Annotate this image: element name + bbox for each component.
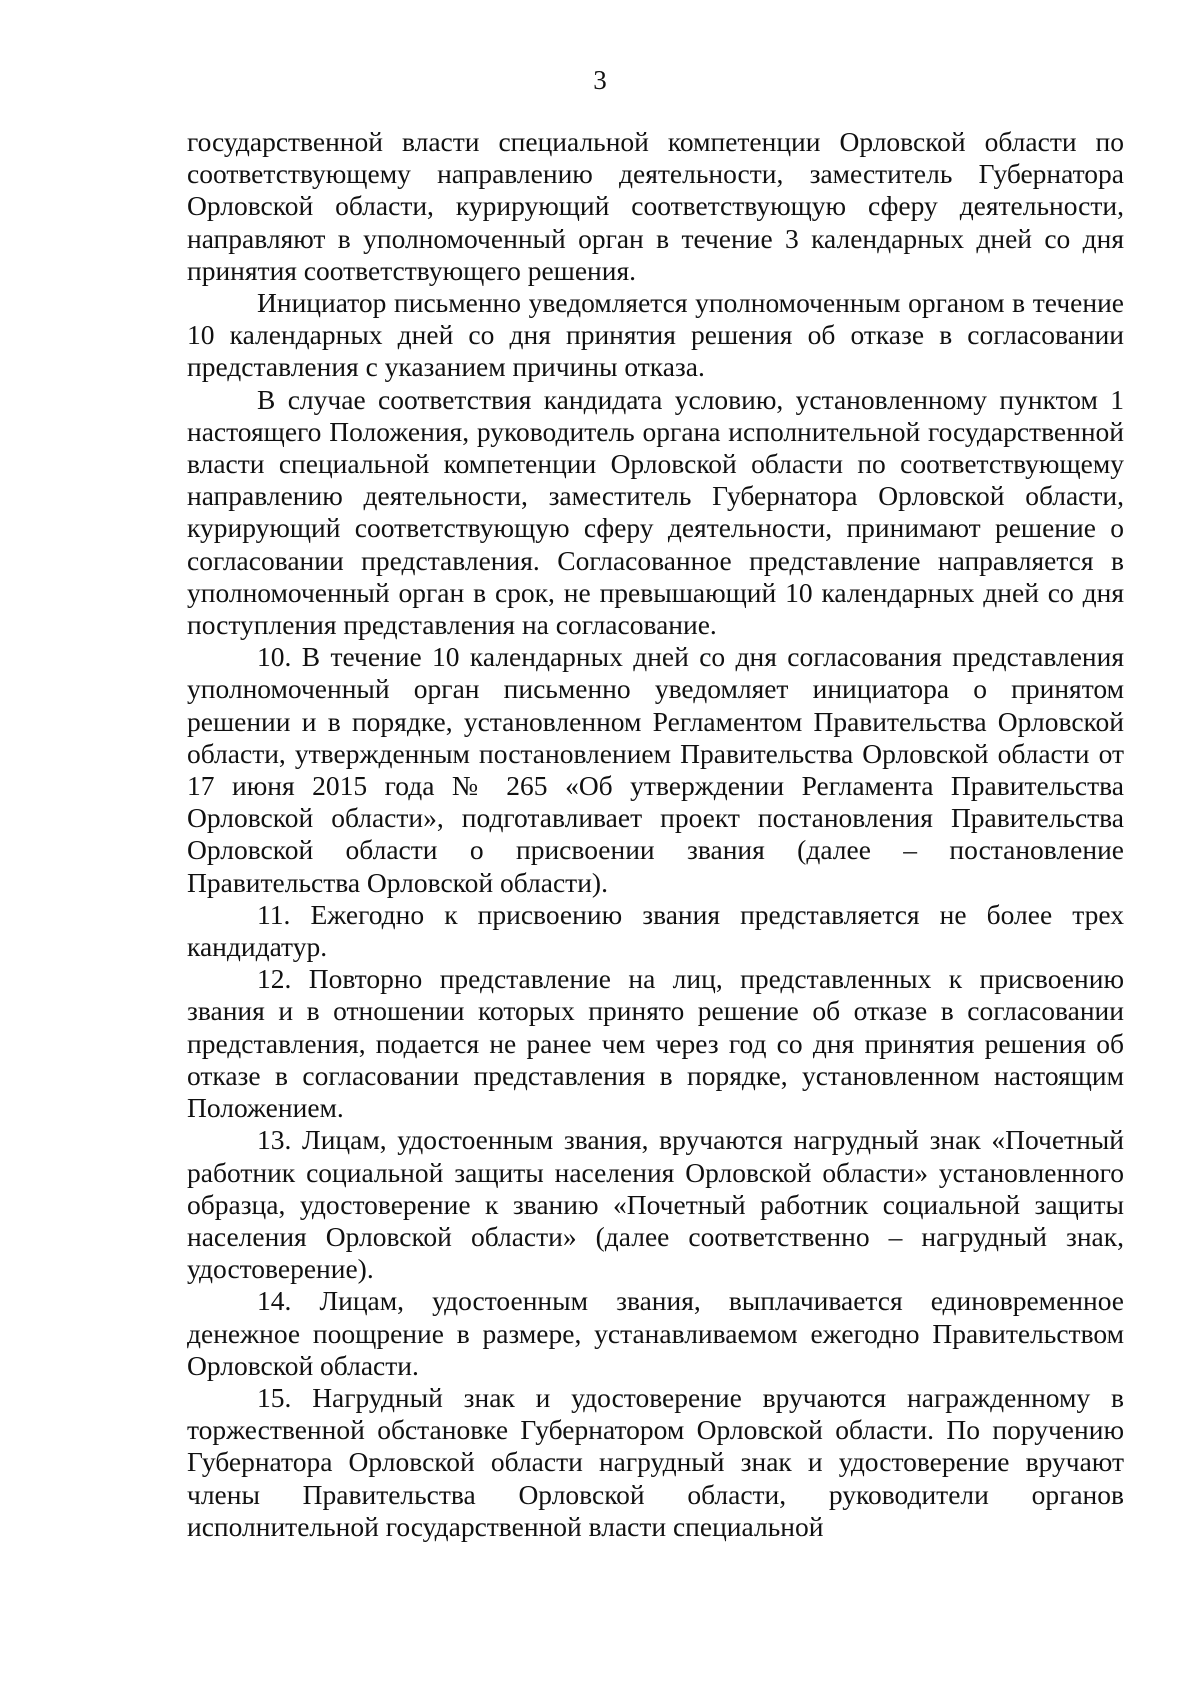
paragraph-item-13: 13. Лицам, удостоенным звания, вручаются нагрудный знак «Почетный работник социальной защиты населения Орловской области» установленного образца, удостоверение к званию «Почетный работник социальной защиты населения Орловской области» (далее соответственно – нагрудный знак, удостоверение).: [187, 1124, 1124, 1285]
page-number: 3: [593, 65, 607, 95]
paragraph-item-12: 12. Повторно представление на лиц, представленных к присвоению звания и в отношении которых принято решение об отказе в согласовании представления, подается не ранее чем через год со дня принятия решения об отказе в согласовании представления в порядке, установленном настоящим Положением.: [187, 963, 1124, 1124]
paragraph-candidate-approval: В случае соответствия кандидата условию, установленному пунктом 1 настоящего Положения, руководитель органа исполнительной государственной власти специальной компетенции Орловской области по соответствующему направлению деятельности, заместитель Губернатора Орловской области, курирующий соответствующую сферу деятельности, принимают решение о согласовании представления. Согласованное представление направляется в уполномоченный орган в срок, не превышающий 10 календарных дней со дня поступления представления на согласование.: [187, 383, 1124, 641]
paragraph-item-14: 14. Лицам, удостоенным звания, выплачивается единовременное денежное поощрение в размере, устанавливаемом ежегодно Правительством Орловской области.: [187, 1285, 1124, 1381]
paragraph-continuation: государственной власти специальной компетенции Орловской области по соответствующему направлению деятельности, заместитель Губернатора Орловской области, курирующий соответствующую сферу деятельности, направляют в уполномоченный орган в течение 3 календарных дней со дня принятия соответствующего решения.: [187, 126, 1124, 286]
document-body: [187, 126, 1124, 1543]
paragraph-item-10: 10. В течение 10 календарных дней со дня согласования представления уполномоченный орган письменно уведомляет инициатора о принятом решении и в порядке, установленном Регламентом Правительства Орловской области, утвержденным постановлением Правительства Орловской области от 17 июня 2015 года № 265 «Об утверждении Регламента Правительства Орловской области», подготавливает проект постановления Правительства Орловской области о присвоении звания (далее – постановление Правительства Орловской области).: [187, 641, 1124, 898]
paragraph-item-15: 15. Нагрудный знак и удостоверение вручаются награжденному в торжественной обстановке Губернатором Орловской области. По поручению Губернатора Орловской области нагрудный знак и удостоверение вручают члены Правительства Орловской области, руководители органов исполнительной государственной власти специальной: [187, 1381, 1124, 1542]
paragraph-initiator-notice: Инициатор письменно уведомляется уполномоченным органом в течение 10 календарных дней со дня принятия решения об отказе в согласовании представления с указанием причины отказа.: [187, 287, 1124, 383]
paragraph-item-11: 11. Ежегодно к присвоению звания представляется не более трех кандидатур.: [187, 898, 1124, 963]
